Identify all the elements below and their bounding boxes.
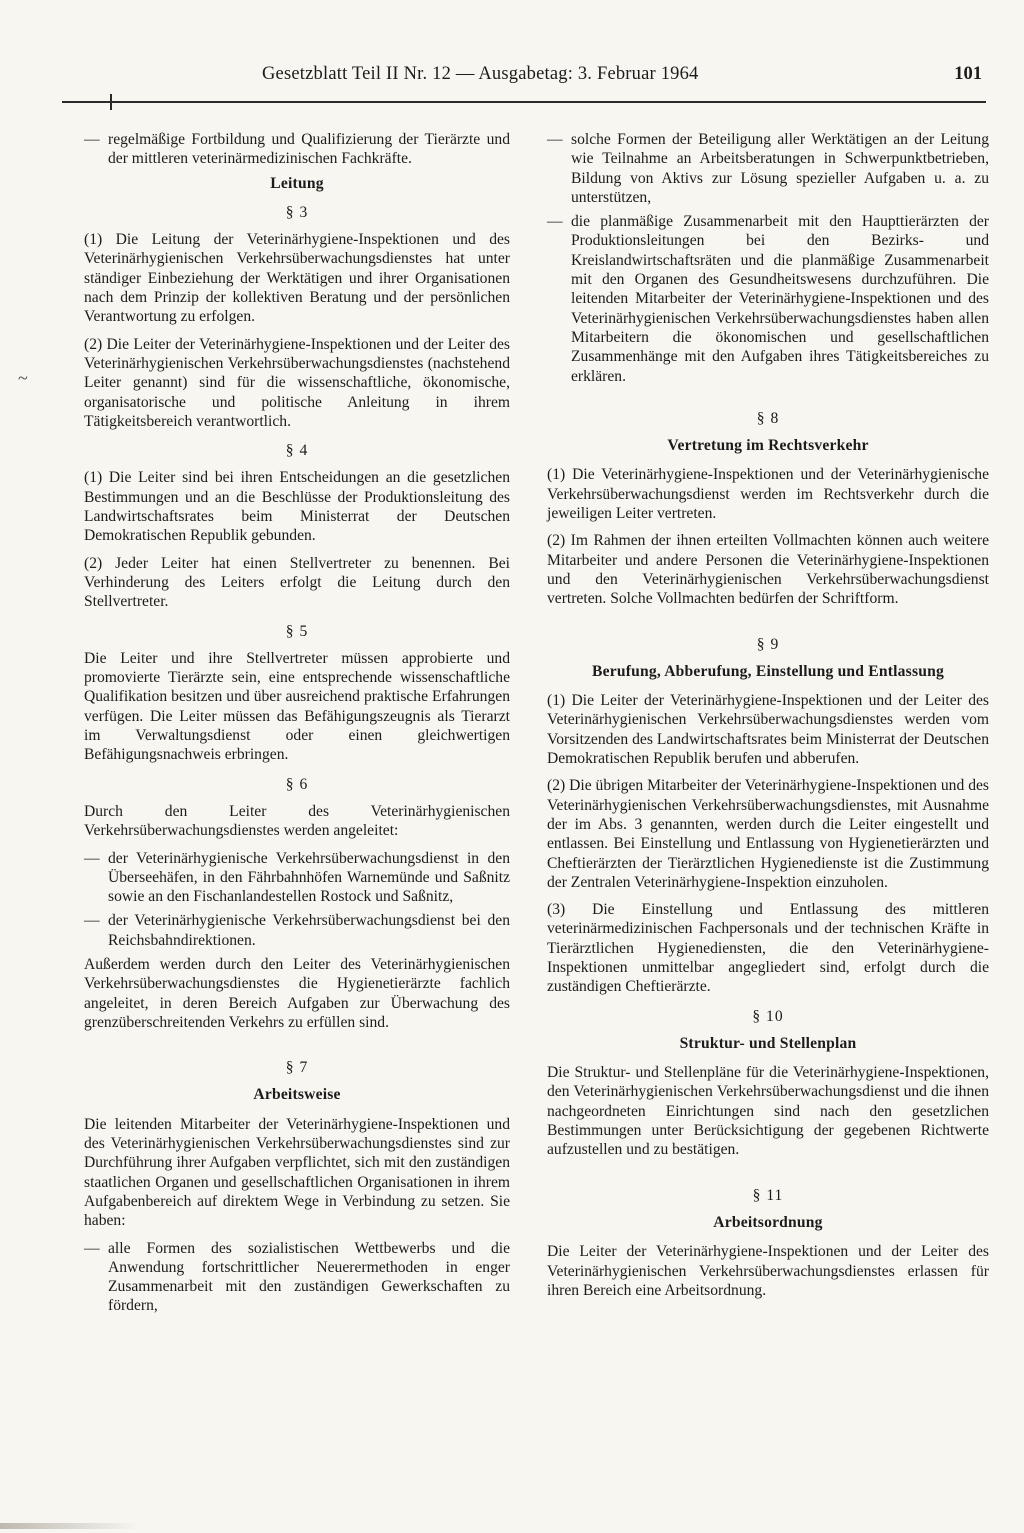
list-item-text: solche Formen der Beteiligung aller Werktätigen an der Leitung wie Teilnahme an Arbeitsberatungen in Schwerpunktbetrieben, Bildung von Aktivs zur Lösung spezieller Aufgaben u. a. zu unterstützen, — [571, 131, 989, 206]
paragraph: (1) Die Veterinärhygiene-Inspektionen und der Veterinärhygienische Verkehrsüberwachungsdienst werden im Rechtsverkehr durch die jeweiligen Leiter vertreten. — [547, 466, 989, 523]
dash-icon: — — [84, 849, 100, 867]
section-number-11: § 11 — [752, 1186, 784, 1204]
section-heading-arbeitsweise: Arbeitsweise — [253, 1086, 341, 1104]
paragraph: (2) Die übrigen Mitarbeiter der Veterinärhygiene-Inspektionen und des Veterinärhygienischen Verkehrsüberwachungsdienstes, mit Ausnahme der im Abs. 3 genannten, werden durch die Leiter eingestellt und entlassen. Bei Einstellung und Entlassung von Hygienetierärzten und Cheftierärzten der Tierärztlichen Hygienedienste ist die Zustimmung der Zentralen Veterinärhygiene-Inspektion einzuholen. — [547, 777, 989, 891]
dash-icon: — — [547, 213, 563, 231]
section-heading-leitung: Leitung — [270, 174, 324, 192]
list-item-text: alle Formen des sozialistischen Wettbewerbs und die Anwendung fortschrittlicher Neuerermethoden in enger Zusammenarbeit mit den zuständigen Gewerkschaften zu fördern, — [108, 1239, 510, 1315]
dash-icon: — — [84, 912, 100, 930]
list-item-text: die planmäßige Zusammenarbeit mit den Haupttierärzten der Produktionsleitungen bei den Bezirks- und Kreislandwirtschaftsräten und die planmäßige Zusammenarbeit mit den Organen des Gesundheitswesens durchzuführen. Die leitenden Mitarbeiter der Veterinärhygiene-Inspektionen und des Veterinärhygienischen Verkehrsüberwachungsdienstes haben allen Mitarbeitern die ökonomischen und gesellschaftlichen Zusammenhänge mit den Aufgaben ihres Tätigkeitsbereiches zu erklären. — [571, 213, 989, 385]
list-item — [84, 1239, 510, 1316]
section-heading-vertretung: Vertretung im Rechtsverkehr — [667, 437, 869, 455]
list-item — [84, 911, 510, 950]
paragraph: Die Struktur- und Stellenpläne für die Veterinärhygiene-Inspektionen, den Veterinärhygienischen Verkehrsüberwachungsdienst und die ihnen nachgeordneten Einrichtungen sind nach den gesetzlichen Bestimmungen unter Berücksichtigung der gegebenen Richtwerte aufzustellen und zu bestätigen. — [547, 1064, 989, 1159]
section-number-6: § 6 — [285, 775, 309, 793]
section-heading-struktur: Struktur- und Stellenplan — [679, 1034, 857, 1052]
dash-icon: — — [547, 131, 563, 148]
list-item — [547, 130, 989, 207]
paragraph: (2) Die Leiter der Veterinärhygiene-Inspektionen und der Leiter des Veterinärhygienischen Verkehrsüberwachungsdienstes (nachstehend Leiter genannt) sind für die wissenschaftliche, ökonomische, organisatorische und politische Anleitung in ihrem Tätigkeitsbereich verantwortlich. — [84, 335, 510, 430]
section-heading-arbeitsordnung: Arbeitsordnung — [713, 1213, 823, 1231]
paragraph: (1) Die Leiter der Veterinärhygiene-Inspektionen und der Leiter des Veterinärhygienischen Verkehrsüberwachungsdienstes werden vom Vorsitzenden des Landwirtschaftsrates beim Ministerrat der Deutschen Demokratischen Republik berufen und abberufen. — [547, 692, 989, 768]
dash-icon: — — [84, 131, 100, 148]
paragraph: Durch den Leiter des Veterinärhygienischen Verkehrsüberwachungsdienstes werden angeleitet: — [84, 802, 510, 840]
left-column — [84, 130, 510, 1321]
paragraph: Die Leiter und ihre Stellvertreter müssen approbierte und promovierte Tierärzte sein, eine entsprechende wissenschaftliche Qualifikation besitzen und über ausreichend praktische Erfahrungen verfügen. Die Leiter müssen das Befähigungszeugnis als Tierarzt im Verwaltungsdienst oder einen gleichwertigen Befähigungsnachweis erbringen. — [84, 649, 510, 764]
section-number-8: § 8 — [756, 409, 780, 427]
paragraph: (1) Die Leiter sind bei ihren Entscheidungen an die gesetzlichen Bestimmungen und an die Beschlüsse der Produktionsleitung des Landwirtschaftsrates beim Ministerrat der Deutschen Demokratischen Republik gebunden. — [84, 469, 510, 545]
list-item — [84, 849, 510, 907]
paragraph: (2) Im Rahmen der ihnen erteilten Vollmachten können auch weitere Mitarbeiter und andere Personen die Veterinärhygiene-Inspektionen und den Veterinärhygienischen Verkehrsüberwachungsdienst vertreten. Solche Vollmachten bedürfen der Schriftform. — [547, 532, 989, 608]
section-number-9: § 9 — [756, 635, 780, 653]
section-number-3: § 3 — [285, 203, 309, 221]
paragraph: (3) Die Einstellung und Entlassung des mittleren veterinärmedizinischen Fachpersonals und der technischen Kräfte in Tierärztlichen Hygienediensten, die den Veterinärhygiene-Inspektionen unmittelbar angegliedert sind, erfolgt durch die zuständigen Cheftierärzte. — [547, 901, 989, 996]
header-rule-tick — [110, 94, 112, 110]
gazette-title: Gesetzblatt Teil II Nr. 12 — Ausgabetag: 3. Februar 1964 — [262, 64, 699, 84]
paragraph: Die Leiter der Veterinärhygiene-Inspektionen und der Leiter des Veterinärhygienischen Verkehrsüberwachungsdienstes erlassen für ihren Bereich eine Arbeitsordnung. — [547, 1243, 989, 1299]
section-heading-berufung: Berufung, Abberufung, Einstellung und Entlassung — [592, 662, 944, 680]
section-number-5: § 5 — [285, 622, 309, 640]
header-rule — [62, 101, 986, 103]
paragraph: Außerdem werden durch den Leiter des Veterinärhygienischen Verkehrsüberwachungsdienstes die Hygienetierärzte fachlich angeleitet, in deren Bereich Aufgaben zur Überwachung des grenzüberschreitenden Verkehrs zu erfüllen sind. — [84, 955, 510, 1031]
scan-artifact — [0, 1523, 140, 1529]
section-number-10: § 10 — [752, 1007, 784, 1025]
list-item-text: der Veterinärhygienische Verkehrsüberwachungsdienst in den Überseehäfen, in den Fährbahnhöfen Warnemünde und Saßnitz sowie an den Fischanlandestellen Rostock und Saßnitz, — [108, 849, 510, 906]
right-column — [547, 130, 989, 1308]
list-item-text: regelmäßige Fortbildung und Qualifizierung der Tierärzte und der mittleren veterinärmedizinischen Fachkräfte. — [108, 131, 510, 168]
page-header — [262, 60, 982, 94]
paragraph: (2) Jeder Leiter hat einen Stellvertreter zu benennen. Bei Verhinderung des Leiters erfolgt die Leitung durch den Stellvertreter. — [84, 554, 510, 611]
section-number-7: § 7 — [285, 1059, 309, 1077]
section-number-4: § 4 — [285, 442, 309, 460]
list-item — [547, 212, 989, 386]
dash-icon: — — [84, 1239, 100, 1257]
margin-mark-icon: ~ — [18, 368, 28, 388]
paragraph: (1) Die Leitung der Veterinärhygiene-Inspektionen und des Veterinärhygienischen Verkehrsüberwachungsdienstes hat unter ständiger Einbeziehung der Werktätigen und ihrer Organisationen nach dem Prinzip der kollektiven Beratung und der persönlichen Verantwortung zu erfolgen. — [84, 231, 510, 326]
list-item — [84, 130, 510, 169]
page-number: 101 — [954, 64, 982, 84]
paragraph: Die leitenden Mitarbeiter der Veterinärhygiene-Inspektionen und des Veterinärhygienischen Verkehrsüberwachungsdienstes sind zur Durchführung ihrer Aufgaben verpflichtet, sich mit den zuständigen staatlichen Organen und gesellschaftlichen Organisationen in ihrem Aufgabenbereich auf direktem Wege in Verbindung zu setzen. Sie haben: — [84, 1115, 510, 1230]
list-item-text: der Veterinärhygienische Verkehrsüberwachungsdienst bei den Reichsbahndirektionen. — [108, 912, 510, 949]
